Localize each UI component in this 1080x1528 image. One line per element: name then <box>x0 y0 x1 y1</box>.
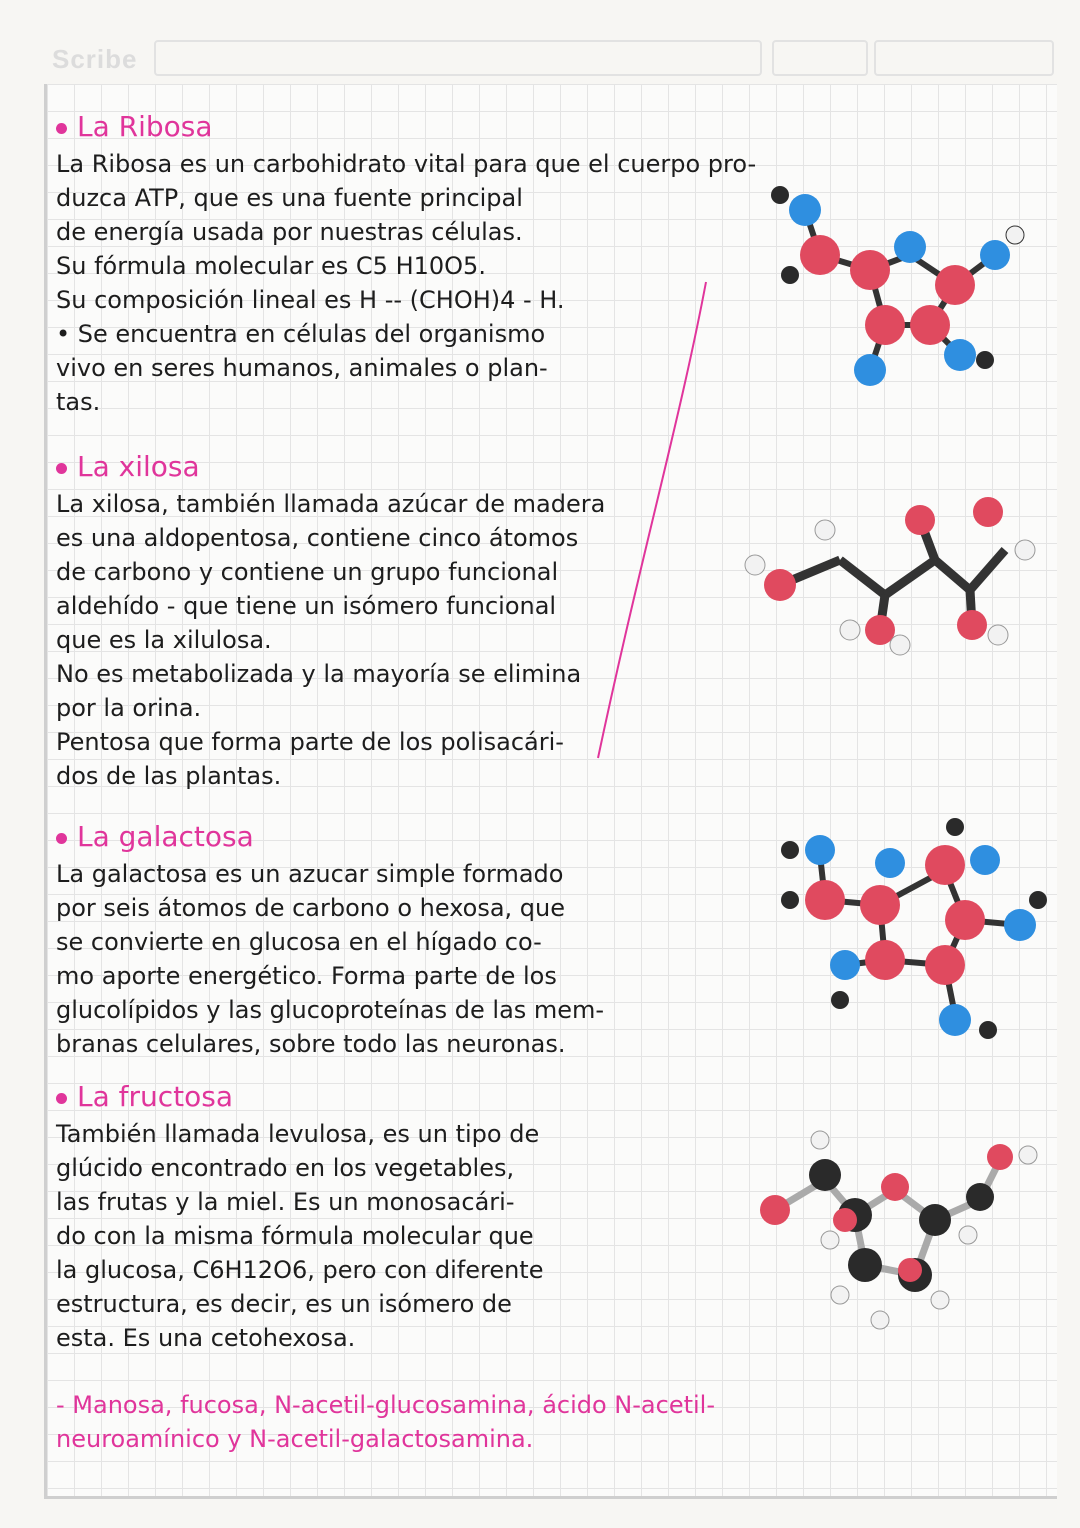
text-line: Su composición lineal es H -- (CHOH)4 - H. <box>56 286 565 314</box>
text-line: vivo en seres humanos, animales o plan- <box>56 354 548 382</box>
text-line: - Manosa, fucosa, N-acetil-glucosamina, ácido N-acetil- <box>56 1391 715 1419</box>
text-line: duzca ATP, que es una fuente principal <box>56 184 523 212</box>
text-line: aldehído - que tiene un isómero funcional <box>56 592 557 620</box>
text-line: se convierte en glucosa en el hígado co- <box>56 928 542 956</box>
text-line: es una aldopentosa, contiene cinco átomos <box>56 524 579 552</box>
text-line: la glucosa, C6H12O6, pero con diferente <box>56 1256 544 1284</box>
text-line: esta. Es una cetohexosa. <box>56 1324 356 1352</box>
text-line: por seis átomos de carbono o hexosa, que <box>56 894 566 922</box>
text-line: neuroamínico y N-acetil-galactosamina. <box>56 1425 534 1453</box>
fructose-molecule-image <box>740 1125 1040 1335</box>
brand-logo: Scribe <box>52 44 138 74</box>
section-title: La galactosa <box>56 820 756 853</box>
text-line: dos de las plantas. <box>56 762 282 790</box>
text-line: branas celulares, sobre todo las neuronas. <box>56 1030 566 1058</box>
text-line: tas. <box>56 388 101 416</box>
text-line: Su fórmula molecular es C5 H10O5. <box>56 252 486 280</box>
ribose-molecule-image <box>760 175 1040 405</box>
text-line: do con la misma fórmula molecular que <box>56 1222 534 1250</box>
text-line: También llamada levulosa, es un tipo de <box>56 1120 540 1148</box>
text-line: La galactosa es un azucar simple formado <box>56 860 564 888</box>
text-line: glúcido encontrado en los vegetables, <box>56 1154 515 1182</box>
text-line: que es la xilulosa. <box>56 626 272 654</box>
galactose-molecule-image <box>770 815 1050 1055</box>
text-line: de energía usada por nuestras células. <box>56 218 523 246</box>
section-title: La Ribosa <box>56 110 756 143</box>
text-line: • Se encuentra en células del organismo <box>56 320 546 348</box>
section-title: La fructosa <box>56 1080 756 1113</box>
text-line: de carbono y contiene un grupo funcional <box>56 558 559 586</box>
text-line: las frutas y la miel. Es un monosacári- <box>56 1188 515 1216</box>
section-title: La xilosa <box>56 450 756 483</box>
text-line: mo aporte energético. Forma parte de los <box>56 962 557 990</box>
text-line: por la orina. <box>56 694 202 722</box>
text-line: La xilosa, también llamada azúcar de madera <box>56 490 606 518</box>
text-line: glucolípidos y las glucoproteínas de las mem- <box>56 996 605 1024</box>
text-line: La Ribosa es un carbohidrato vital para que el cuerpo pro- <box>56 150 757 178</box>
text-line: No es metabolizada y la mayoría se elimina <box>56 660 582 688</box>
text-line: Pentosa que forma parte de los polisacári- <box>56 728 564 756</box>
text-line: estructura, es decir, es un isómero de <box>56 1290 512 1318</box>
xylose-molecule-image <box>740 490 1040 660</box>
